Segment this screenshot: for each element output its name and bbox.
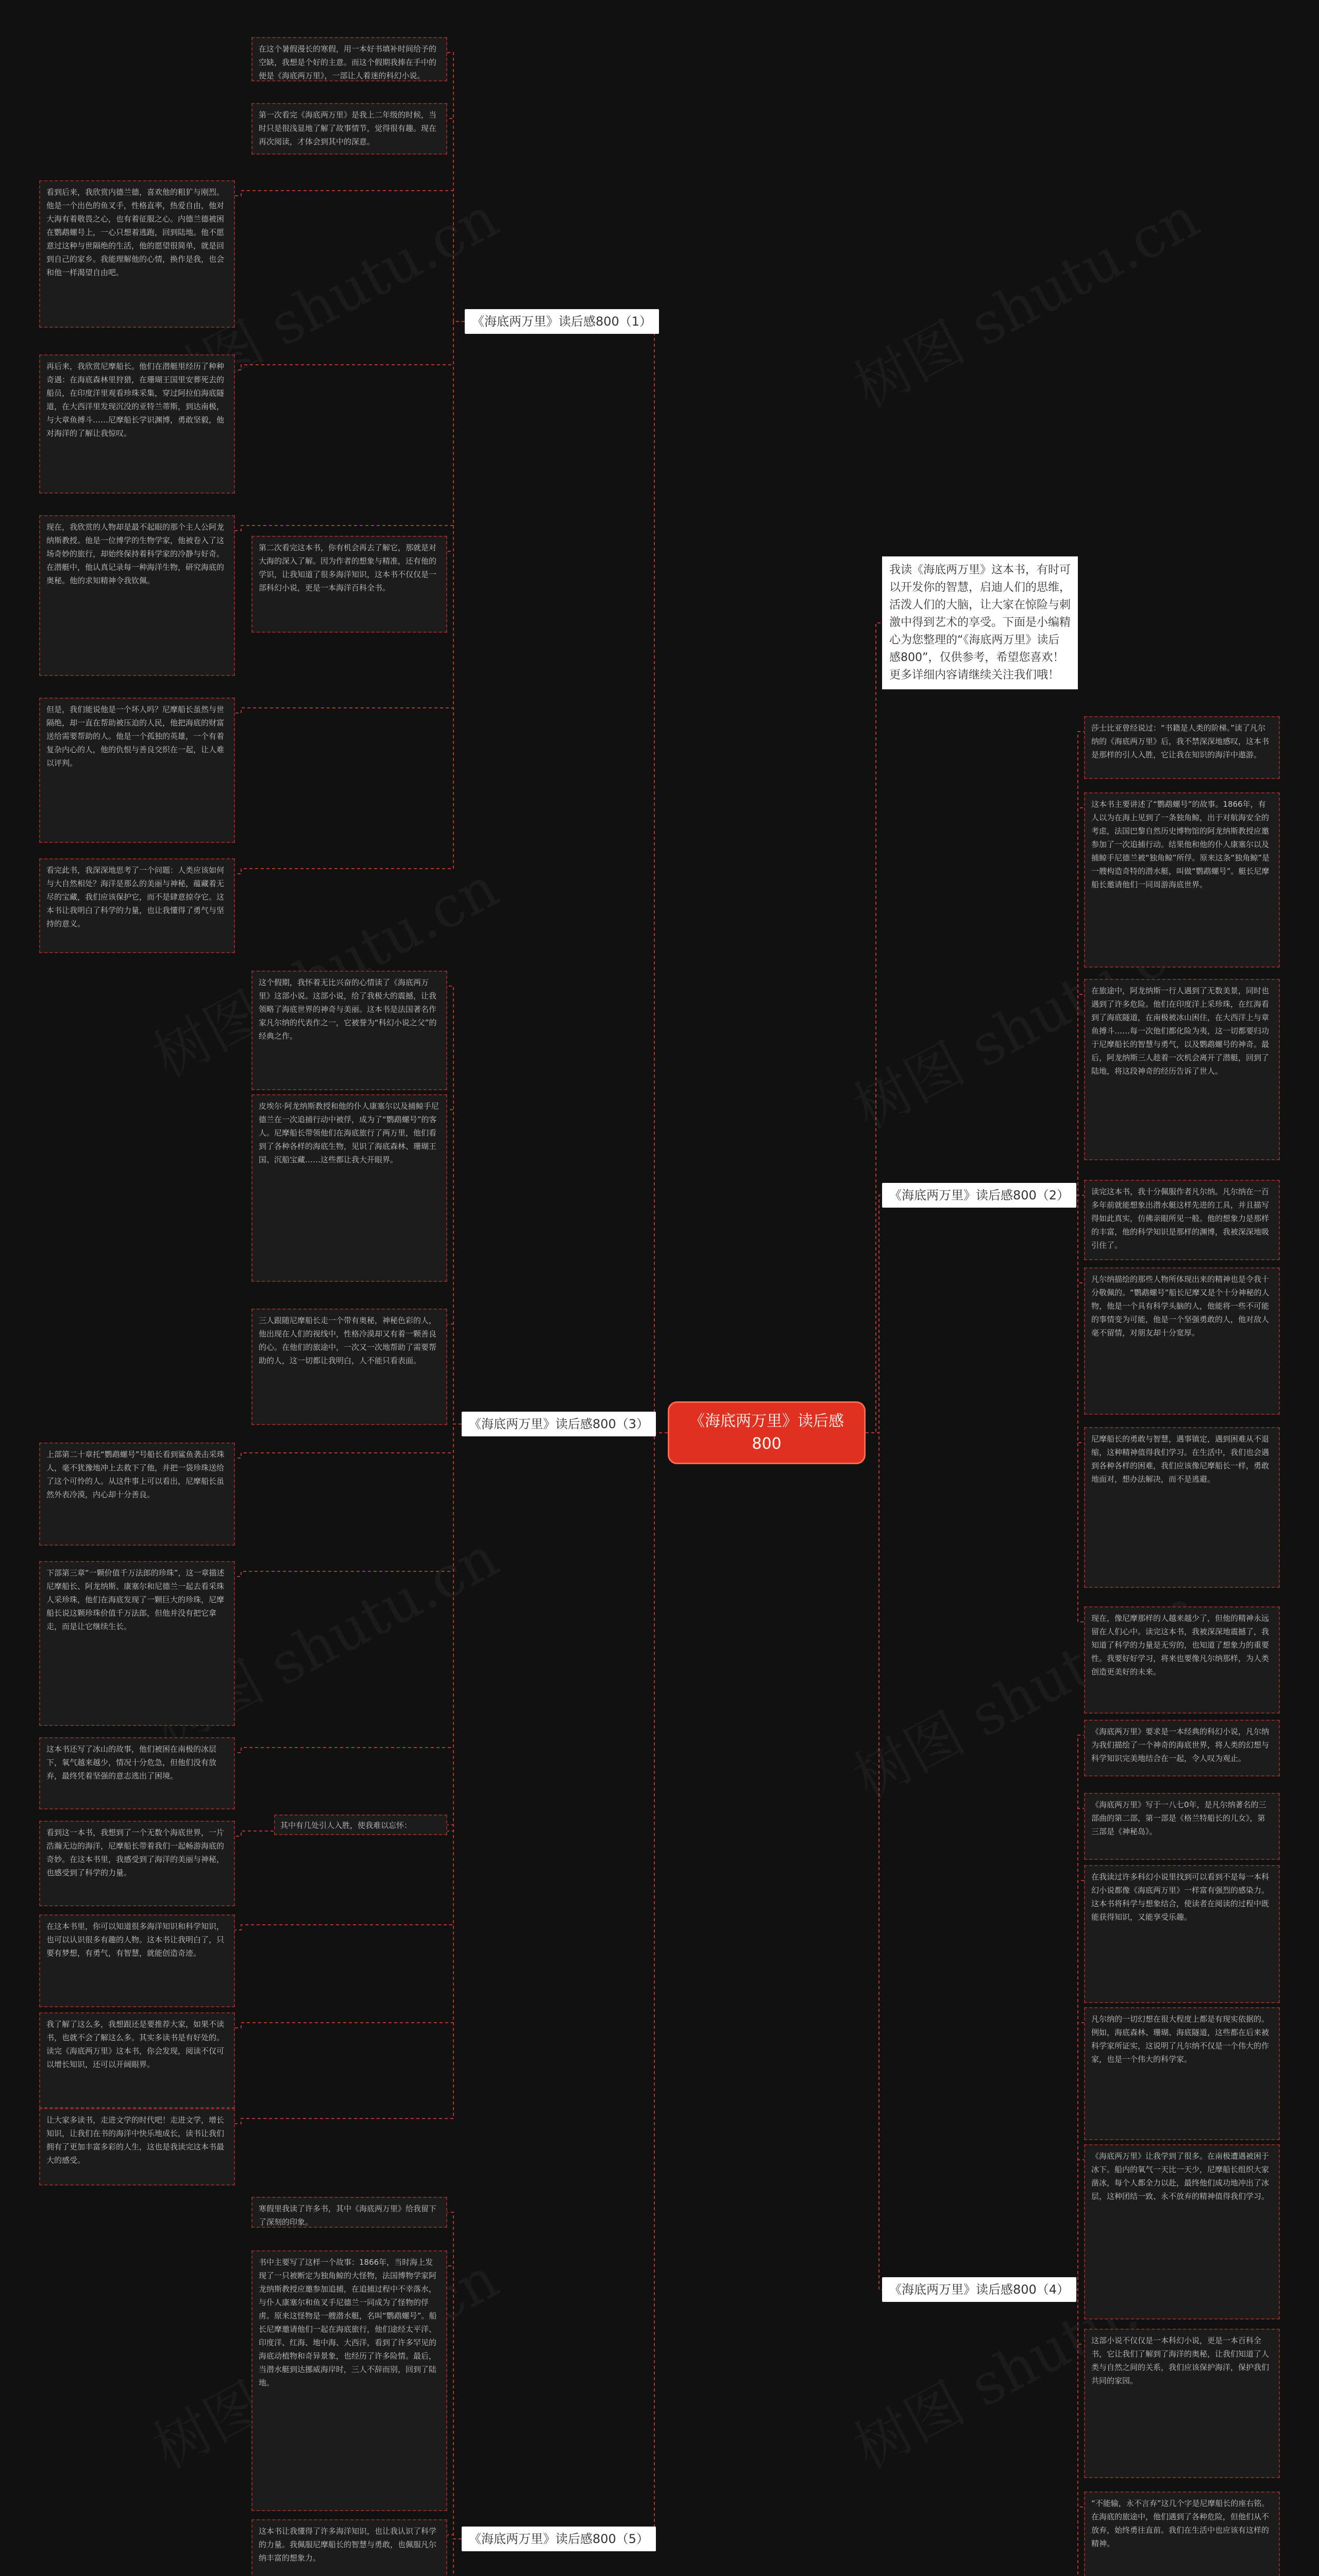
- branch-2-to-card-7: [1076, 1195, 1084, 1622]
- branch-2-card: 凡尔纳描绘的那些人物所体现出来的精神也是令我十分敬佩的。“鹦鹉螺号”船长尼摩又是个十分神秘的人物，他是一个具有科学头脑的人，他能将一些不可能的事情变为可能，他是一个坚强勇敢的人，他对敌人毫不留情，对朋友却十分宽厚。: [1084, 1267, 1280, 1415]
- branch-5-to-card-3: [447, 2535, 462, 2539]
- branch-label-1[interactable]: 《海底两万里》读后感800（1）: [465, 309, 659, 334]
- branch-5-to-card-1: [447, 2212, 462, 2539]
- branch-label-5[interactable]: 《海底两万里》读后感800（5）: [462, 2527, 656, 2551]
- branch-5-card: 寒假里我读了许多书，其中《海底两万里》给我留下了深刻的印象。: [251, 2197, 447, 2228]
- branch-1-card: 看到后来，我欣赏内德兰德，喜欢他的粗犷与刚烈。他是一个出色的鱼叉手，性格直率，热爱自由，他对大海有着敬畏之心，也有着征服之心。内德兰德被困在鹦鹉螺号上，一心只想着逃跑，回到陆地。他不愿意过这种与世隔绝的生活，他的愿望很简单，就是回到自己的家乡。我能理解他的心情，换作是我，也会和他一样渴望自由吧。: [39, 180, 235, 328]
- branch-1-to-card-5: [235, 321, 465, 531]
- branch-1-to-card-8: [447, 321, 465, 551]
- branch-4-card: 《海底两万里》要求是一本经典的科幻小说，凡尔纳为我们描绘了一个神奇的海底世界，将人类的幻想与科学知识完美地结合在一起，令人叹为观止。: [1084, 1720, 1280, 1776]
- branch-1-card: 第一次看完《海底两万里》是我上二年级的时候，当时只是很浅显地了解了故事情节，觉得很有趣。现在再次阅读，才体会到其中的深意。: [251, 103, 447, 155]
- branch-1-card: 在这个暑假漫长的寒假，用一本好书填补时间给予的空缺，我想是个好的主意。而这个假期我捧在手中的便是《海底两万里》，一部让人着迷的科幻小说。: [251, 37, 447, 81]
- branch-2-card: 在旅途中，阿龙纳斯一行人遇到了无数美景，同时也遇到了许多危险。他们在印度洋上采珍珠，在红海看到了海底隧道，在南极被冰山困住，在大西洋上与章鱼搏斗……每一次他们都化险为夷，这一切都要归功于尼摩船长的智慧与勇气，以及鹦鹉螺号的神奇。最后，阿龙纳斯三人趁着一次机会离开了潜艇，回到了陆地，将这段神奇的经历告诉了世人。: [1084, 979, 1280, 1160]
- branch-3-to-card-1: [447, 986, 462, 1424]
- branch-3-card: 我了解了这么多，我想跟还是要推荐大家，如果不读书，也就不会了解这么多。其实多读书是有好处的。读完《海底两万里》这本书，你会发现，阅读不仅可以增长知识，还可以开阔眼界。: [39, 2012, 235, 2108]
- branch-3-card: 让大家多读书，走进文学的时代吧！走进文学，增长知识，让我们在书的海洋中快乐地成长，读书让我们拥有了更加丰富多彩的人生，这也是我读完这本书最大的感受。: [39, 2108, 235, 2185]
- branch-4-card: “不能输，永不言弃”这几个字是尼摩船长的座右铭。在海底的旅途中，他们遇到了各种危险，但他们从不放弃，始终勇往直前。我们在生活中也应该有这样的精神。: [1084, 2492, 1280, 2576]
- branch-3-to-sub-label: [447, 1424, 462, 1825]
- branch-5-card: 这本书让我懂得了许多海洋知识，也让我认识了科学的力量。我佩服尼摩船长的智慧与勇敢，也佩服凡尔纳丰富的想象力。: [251, 2519, 447, 2576]
- intro-note: 我读《海底两万里》这本书，有时可以开发你的智慧，启迪人们的思维，活泼人们的大脑，让大家在惊险与刺激中得到艺术的享受。下面是小编精心为您整理的“《海底两万里》读后感800”，仅供参考，希望您喜欢！更多详细内容请继续关注我们哦！: [882, 556, 1078, 689]
- root-to-branch-3: [654, 1424, 668, 1433]
- branch-2-card: 读完这本书，我十分佩服作者凡尔纳。凡尔纳在一百多年前就能想象出潜水艇这样先进的工具，并且描写得如此真实，仿佛亲眼所见一般。他的想象力是那样的丰富，他的科学知识是那样的渊博，我被深深地吸引住了。: [1084, 1180, 1280, 1260]
- branch-3-to-card-10: [235, 1424, 462, 2124]
- branch-4-card: 《海底两万里》写于一八七0年，是凡尔纳著名的三部曲的第二部，第一部是《格兰特船长的儿女》，第三部是《神秘岛》。: [1084, 1793, 1280, 1860]
- branch-3-to-card-7: [235, 1424, 462, 1836]
- branch-3-to-card-6: [235, 1424, 462, 1753]
- branch-2-to-card-3: [1076, 994, 1084, 1195]
- branch-3-card: 这本书还写了冰山的故事，他们被困在南极的冰层下，氧气越来越少，情况十分危急，但他们没有放弃，最终凭着坚强的意志逃出了困境。: [39, 1737, 235, 1809]
- branch-1-card: 看完此书，我深深地思考了一个问题：人类应该如何与大自然相处？海洋是那么的美丽与神秘，蕴藏着无尽的宝藏，我们应该保护它，而不是肆意掠夺它。这本书让我明白了科学的力量，也让我懂得了勇气与坚持的意义。: [39, 858, 235, 953]
- branch-1-card: 第二次看完这本书，你有机会再去了解它，那就是对大海的深入了解。因为作者的想象与精准，还有他的学识，让我知道了很多海洋知识，这本书不仅仅是一部科幻小说，更是一本海洋百科全书。: [251, 536, 447, 633]
- branch-1-card: 现在，我欣赏的人物却是最不起眼的那个主人公阿龙纳斯教授。他是一位博学的生物学家，他被卷入了这场奇妙的旅行，却始终保持着科学家的冷静与好奇。在潜艇中，他认真记录每一种海洋生物，研究海底的奥秘。他的求知精神令我钦佩。: [39, 515, 235, 676]
- branch-2-card: 这本书主要讲述了“鹦鹉螺号”的故事。1866年，有人以为在海上见到了一条独角鲸，出于对航海安全的考虑，法国巴黎自然历史博物馆的阿龙纳斯教授应邀参加了一次追捕行动。结果他和他的仆人康塞尔以及捕鲸手尼德兰被“独角鲸”所俘。原来这条“独角鲸”是一艘构造奇特的潜水艇，叫做“鹦鹉螺号”。艇长尼摩船长邀请他们一同周游海底世界。: [1084, 792, 1280, 968]
- root-to-branch-2: [866, 1195, 882, 1433]
- branch-3-card: 看到这一本书，我想到了一个无数个海底世界，一片浩瀚无边的海洋，尼摩船长带着我们一起畅游海底的奇妙。在这本书里，我感受到了海洋的美丽与神秘，也感受到了科学的力量。: [39, 1821, 235, 1906]
- branch-2-card: 尼摩船长的勇敢与智慧，遇事镇定，遇到困难从不退缩，这种精神值得我们学习。在生活中，我们也会遇到各种各样的困难，我们应该像尼摩船长一样，勇敢地面对，想办法解决，而不是逃避。: [1084, 1427, 1280, 1588]
- branch-label-2[interactable]: 《海底两万里》读后感800（2）: [882, 1183, 1076, 1208]
- branch-1-to-card-3: [235, 191, 465, 321]
- branch-1-to-card-6: [235, 321, 465, 713]
- branch-1-to-card-2: [447, 118, 465, 321]
- root-to-branch-1: [654, 321, 668, 1433]
- mindmap-root[interactable]: 《海底两万里》读后感800: [668, 1401, 866, 1464]
- branch-4-card: 在我读过许多科幻小说里找到可以看到不是每一本科幻小说都像《海底两万里》一样富有强烈的感染力。这本书将科学与想象结合，使读者在阅读的过程中既能获得知识，又能享受乐趣。: [1084, 1865, 1280, 2003]
- branch-4-card: 这部小说不仅仅是一本科幻小说，更是一本百科全书，它让我们了解到了海洋的奥秘，让我们知道了人类与自然之间的关系，我们应该保护海洋，保护我们共同的家园。: [1084, 2329, 1280, 2478]
- branch-3-card: 下部第三章“一颗价值千万法郎的珍珠”，这一章描述尼摩船长、阿龙纳斯、康塞尔和尼德兰一起去看采珠人采珍珠，他们在海底发现了一颗巨大的珍珠，尼摩船长说这颗珍珠价值千万法郎，但他并没有把它拿走，而是让它继续生长。: [39, 1561, 235, 1726]
- branch-4-card: 凡尔纳的一切幻想在很大程度上都是有现实依据的。例如，海底森林、珊瑚、海底隧道，这些都在后来被科学家所证实，这说明了凡尔纳不仅是一个伟大的作家，也是一个伟大的科学家。: [1084, 2007, 1280, 2140]
- branch-1-card: 再后来，我欣赏尼摩船长。他们在潜艇里经历了种种奇遇：在海底森林里狩猎，在珊瑚王国里安葬死去的船员，在印度洋里观看珍珠采集，穿过阿拉伯海底隧道，在大西洋里发现沉没的亚特兰蒂斯，到达南极，与大章鱼搏斗……尼摩船长学识渊博，勇敢坚毅，他对海洋的了解让我惊叹。: [39, 354, 235, 494]
- root-to-branch-4: [866, 1433, 882, 2290]
- branch-1-to-card-4: [235, 321, 465, 370]
- branch-5-card: 书中主要写了这样一个故事：1866年，当时海上发现了一只被断定为独角鲸的大怪物，法国博物学家阿龙纳斯教授应邀参加追捕，在追捕过程中不幸落水，与仆人康塞尔和鱼叉手尼德兰一同成为了怪物的俘虏。原来这怪物是一艘潜水艇，名叫“鹦鹉螺号”。船长尼摩邀请他们一起在海底旅行，他们途经太平洋、印度洋、红海、地中海、大西洋，看到了许多罕见的海底动植物和奇异景象，也经历了许多险情。最后，当潜水艇到达挪威海岸时，三人不辞而别，回到了陆地。: [251, 2250, 447, 2511]
- branch-4-to-card-8: [1076, 2290, 1084, 2576]
- branch-4-card: 《海底两万里》让我学到了很多。在南极遭遇被困于冰下。船内的氧气一天比一天少，尼摩船长组织大家凿冰，每个人都全力以赴，最终他们成功地冲出了冰层，这种团结一致、永不放弃的精神值得我们学习。: [1084, 2144, 1280, 2319]
- branch-3-to-card-4: [235, 1424, 462, 1458]
- branch-3-to-card-5: [235, 1424, 462, 1577]
- branch-3-card: 三人跟随尼摩船长走一个带有奥秘，神秘色彩的人，他出现在人们的视线中，性格冷漠却又有着一颗善良的心。在他们的旅途中，一次又一次地帮助了需要帮助的人，这一切都让我明白，人不能只看表面。: [251, 1309, 447, 1425]
- branch-3-card: 在这本书里，你可以知道很多海洋知识和科学知识，也可以认识很多有趣的人物。这本书让我明白了，只要有梦想，有勇气，有智慧，就能创造奇迹。: [39, 1914, 235, 2007]
- root-to-intro: [866, 623, 882, 1433]
- branch-1-to-card-1: [447, 53, 465, 321]
- branch-3-card: 皮埃尔·阿龙纳斯教授和他的仆人康塞尔以及捕鲸手尼德兰在一次追捕行动中被俘，成为了“鹦鹉螺号”的客人。尼摩船长带领他们在海底旅行了两万里，他们看到了各种各样的海底生物，见识了海底森林、珊瑚王国、沉船宝藏……这些都让我大开眼界。: [251, 1094, 447, 1282]
- branch-4-to-card-5: [1076, 2160, 1084, 2290]
- branch-3-card: 这个假期，我怀着无比兴奋的心情读了《海底两万里》这部小说。这部小说，给了我极大的震撼，让我领略了海底世界的神奇与美丽。这本书是法国著名作家凡尔纳的代表作之一，它被誉为“科幻小说之父”的经典之作。: [251, 971, 447, 1090]
- branch-1-card: 但是，我们能说他是一个坏人吗？尼摩船长虽然与世隔绝，却一直在帮助被压迫的人民，他把海底的财富送给需要帮助的人。他是一个孤独的英雄，一个有着复杂内心的人，他的仇恨与善良交织在一起，让人难以评判。: [39, 698, 235, 843]
- root-to-branch-5: [654, 1433, 668, 2539]
- branch-label-4[interactable]: 《海底两万里》读后感800（4）: [882, 2277, 1076, 2302]
- branch-3-to-card-2: [447, 1110, 462, 1424]
- branch-5-to-card-5: [447, 2539, 462, 2576]
- branch-5-to-card-4: [447, 2539, 462, 2576]
- branch-5-to-card-6: [447, 2539, 462, 2576]
- branch-3-card: 上部第二十章托“鹦鹉螺号”号船长看到鲨鱼袭击采珠人，毫不犹豫地冲上去救下了他，并把一袋珍珠送给了这个可怜的人。从这件事上可以看出，尼摩船长虽然外表冷漠，内心却十分善良。: [39, 1443, 235, 1546]
- branch-3-to-card-8: [235, 1424, 462, 1930]
- branch-2-card: 现在，像尼摩那样的人越来越少了，但他的精神永远留在人们心中。读完这本书，我被深深地震撼了，我知道了科学的力量是无穷的，也知道了想象力的重要性。我要好好学习，将来也要像凡尔纳那样，为人类创造更美好的未来。: [1084, 1606, 1280, 1714]
- branch-2-card: 莎士比亚曾经说过：“书籍是人类的阶梯。”读了凡尔纳的《海底两万里》后，我不禁深深地感叹，这本书是那样的引人入胜，它让我在知识的海洋中遨游。: [1084, 716, 1280, 779]
- branch-3-to-card-9: [235, 1424, 462, 2028]
- branch-label-3[interactable]: 《海底两万里》读后感800（3）: [462, 1412, 656, 1436]
- branch-3-sub-label: 其中有几处引人入胜，使我难以忘怀：: [274, 1815, 447, 1835]
- branch-5-to-card-2: [447, 2266, 462, 2539]
- branch-3-to-card-3: [447, 1324, 462, 1424]
